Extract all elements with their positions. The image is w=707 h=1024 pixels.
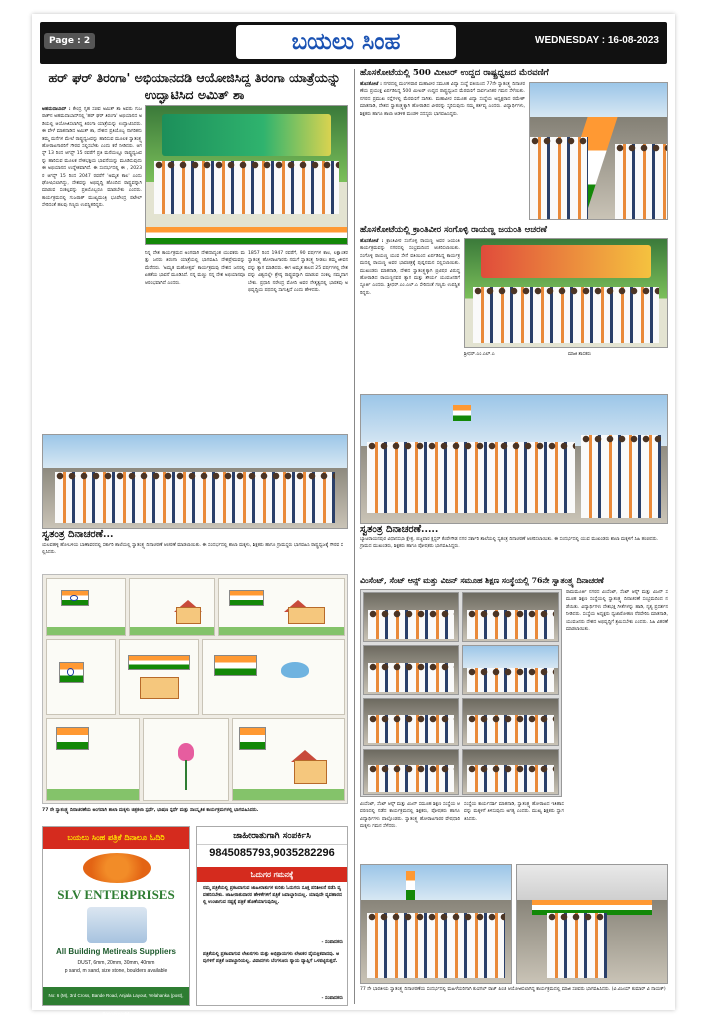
notice2-body: ಪತ್ರಿಕೆಯಲ್ಲಿ ಪ್ರಕಟವಾಗುವ ಲೇಖನಗಳು ಮತ್ತು ಅಭಿಪ್ರಾಯಗಳು ಲೇಖಕರ ವೈಯಕ್ತಿಕವಾದವು. ಅವುಗಳಿಗೆ ಪತ್ರಿಕೆ ಜವಾಬ್ದಾರಿಯಲ್ಲ. ವಿವಾದಗಳು ಬೆಂಗಳೂರು ನ್ಯಾಯ ವ್ಯಾಪ್ತಿಗೆ ಒಳಪಟ್ಟಿರುತ್ತದೆ. <box>203 952 340 965</box>
school-independence-photo <box>42 434 348 529</box>
masthead <box>40 22 667 64</box>
contact-ad <box>196 826 348 1006</box>
flag-rally-photo <box>529 82 668 220</box>
slv-tagline: All Building Metireals Suppliers <box>55 947 177 956</box>
drawing-flag <box>46 578 126 636</box>
notice-body: ನಮ್ಮ ಪತ್ರಿಕೆಯಲ್ಲಿ ಪ್ರಕಟವಾಗುವ ಜಾಹೀರಾತುಗಳ ಕುರಿತು ಓದುಗರು ಸೂಕ್ತ ಪರಿಶೀಲನೆ ನಡೆಸಿ ವ್ಯವಹರಿಸಬೇಕು. ಜಾಹೀರಾತುದಾರರ ಹೇಳಿಕೆಗಳಿಗೆ ಪತ್ರಿಕೆ ಜವಾಬ್ದಾರಿಯಲ್ಲ. ಯಾವುದೇ ವ್ಯವಹಾರದಲ್ಲಿ ಉಂಟಾಗುವ ನಷ್ಟಕ್ಕೆ ಪತ್ರಿಕೆ ಹೊಣೆಯಾಗುವುದಿಲ್ಲ. <box>203 886 342 906</box>
left-body-2: ಈ ಸಂದರ್ಭದಲ್ಲಿ ಈ , 2023 ರ ಆಗಸ್ಟ್ 15 ರಿಂದ 2047 ರವರೆಗೆ 'ಅಮೃತ ಕಾಲ' ಎಂದು ಘೋಷಿಸಲಾಗಿದ್ದು, ದೇಶವನ್ನು ಅಭಿವೃದ್ಧಿ ಹೊಂದಿದ ರಾಷ್ಟ್ರವನ್ನಾಗಿ ಮಾಡುವ ಸಂಕಲ್ಪವನ್ನು ಪ್ರತಿಯೊಬ್ಬರೂ ಮಾಡಬೇಕು ಎಂದರು. ಕಾರ್ಯಕ್ರಮದಲ್ಲಿ ಗುಜರಾತ್ ಮುಖ್ಯಮಂತ್ರಿ ಭೂಪೇಂದ್ರ ಪಟೇಲ್ ಸೇರಿದಂತೆ ಹಲವು ಗಣ್ಯರು ಉಪಸ್ಥಿತರಿದ್ದರು. <box>42 166 142 209</box>
drawing-scene <box>232 718 345 801</box>
drawing-house <box>218 578 345 636</box>
drawing-village <box>129 578 215 636</box>
left-section-body: ಯಲವಹಳ್ಳಿ ಹೋಬಳಿಯ ಬಾಣಾವರದಲ್ಲಿ ಸರ್ಕಾರಿ ಶಾಲೆಯಲ್ಲಿ ಸ್ವಾತಂತ್ರ್ಯ ದಿನಾಚರಣೆ ಆಚರಣೆ ಮಾಡಲಾಯಿತು. ಈ ಸಂದರ್ಭದಲ್ಲಿ ಶಾಲಾ ಮಕ್ಕಳು, ಶಿಕ್ಷಕರು ಹಾಗೂ ಗ್ರಾಮಸ್ಥರು ಭಾಗವಹಿಸಿ ರಾಷ್ಟ್ರಧ್ವಜಕ್ಕೆ ಗೌರವ ಸಲ್ಲಿಸಿದರು. <box>42 543 344 556</box>
school-flag-hoisting-photo <box>360 394 668 524</box>
drawing-monument <box>119 639 199 715</box>
right-bottom-caption: 77 ನೇ ಭಾರತೀಯ ಸ್ವಾತಂತ್ರ್ಯ ದಿನಾಚರಣೆಯ ಸಂದರ್ಭದಲ್ಲಿ ಮಹಿಳೆಯರಿಗಾಗಿ ಕುಣಿಗಲ್ ರಾಜ್ ಪಿಂಚಿ ಆಯೋಜಿಸಲಾಗಿದ್ದ ಕಾರ್ಯಕ್ರಮದಲ್ಲಿ ಮಾಜಿ ಸಚಿವರು ಭಾಗವಹಿಸಿದರು. (ವಿ.ವಿಜಯ್ ಕುಮಾರ್ ವಿ ನಾಯಕ್) <box>360 987 666 992</box>
page-number: Page : 2 <box>44 33 95 49</box>
vincent-school-collage <box>360 589 562 797</box>
amit-shah-stage-photo <box>145 105 348 245</box>
slv-address: No: 6 (M), 3rd Cross, Bande Road, Anjala Layout, Yelahanka (post), Bangalore-64 <box>43 987 189 1005</box>
right-bottom-headline: ವಿಂಸೆಂಟ್, ಸೆಂಟ್ ಆನ್ಸ್ ಮತ್ತು ವಿಜನ್ ಸಮೂಹ ಶಿಕ್ಷಣ ಸಂಸ್ಥೆಯಲ್ಲಿ 76ನೇ ಸ್ವಾತಂತ್ರ್ಯ ದಿನಾಚರಣೆ <box>360 576 604 585</box>
slv-ad-banner: ಬಯಲು ಸಿಂಹ ಪತ್ರಿಕೆ ದಿನಾಲೂ ಓದಿರಿ <box>43 827 189 849</box>
drawings-collage <box>42 574 348 804</box>
drawing-flower <box>143 718 229 801</box>
right-mid-body <box>360 238 460 390</box>
slv-ad <box>42 826 190 1016</box>
kunigal-photo-2 <box>516 864 668 984</box>
right-bottom-body-left: ವಿಂಸೆಂಟ್, ಸೆಂಟ್ ಆನ್ಸ್ ಮತ್ತು ವಿಜನ್ ಸಮೂಹ ಶಿಕ್ಷಣ ಸಂಸ್ಥೆಯ ಆವರಣದಲ್ಲಿ ನಡೆದ ಕಾರ್ಯಕ್ರಮದಲ್ಲಿ ಶಿಕ್ಷಕರು, ಪೋಷಕರು ಹಾಗೂ ವಿದ್ಯಾರ್ಥಿಗಳು ಪಾಲ್ಗೊಂಡರು. ಸ್ವಾತಂತ್ರ್ಯ ಹೋರಾಟಗಾರರ ವೇಷಧಾರಿ ಮಕ್ಕಳು ಗಮನ ಸೆಳೆದರು. <box>360 802 460 830</box>
contact-ad-title: ಜಾಹೀರಾತುಗಾಗಿ ಸಂಪರ್ಕಿಸಿ <box>197 827 347 845</box>
rayanna-event-photo <box>464 238 668 348</box>
truck-icon <box>87 907 147 943</box>
right-mid-dateline: ಹೊಸಕೋಟೆ : <box>360 239 384 244</box>
drawing-flag-3 <box>46 718 140 801</box>
slv-company-name: SLV ENTERPRISES <box>57 887 175 902</box>
notice-sign: - ಸಂಪಾದಕರು <box>321 940 343 945</box>
drawings-caption: 77 ನೇ ಸ್ವಾತಂತ್ರ್ಯ ದಿನಾಚರಣೆಯ ಅಂಗವಾಗಿ ಶಾಲಾ ಮಕ್ಕಳು ಚಿತ್ರಕಲಾ ಸ್ಪರ್ಧೆ, ಭಾಷಣ ಸ್ಪರ್ಧೆ ಮತ್ತು ಸಾಂಸ್ಕೃತಿಕ ಕಾರ್ಯಕ್ರಮಗಳಲ್ಲಿ ಭಾಗವಹಿಸಿದರು. <box>42 808 259 813</box>
rayanna-caption-left: ಶ್ರೀಧರ್.ಎಂ.ಎಲ್.ಎ <box>464 352 495 357</box>
left-headline: ಹರ್ ಘರ್ ತಿರಂಗಾ' ಅಭಿಯಾನದಡಿ ಆಯೋಜಿಸಿದ್ದ ತಿರಂಗಾ ಯಾತ್ರೆಯನ್ನು ಉದ್ಘಾಟಿಸಿದ ಅಮಿತ್ ಶಾ <box>48 70 341 102</box>
notice2-sign: - ಸಂಪಾದಕರು <box>321 996 343 1001</box>
drawing-flag-2 <box>46 639 116 715</box>
slv-items: DUST, 6mm, 20mm, 30mm, 40mm <box>77 960 155 966</box>
left-body-1: ಕೇಂದ್ರ ಗೃಹ ಸಚಿವ ಅಮಿತ್ ಶಾ ಅವರು ಗುಜರಾತ್‌ನ ಅಹಮದಾಬಾದ್‌ನಲ್ಲಿ 'ಹರ್ ಘರ್ ತಿರಂಗಾ' ಅಭಿಯಾನದ ಅಡಿಯಲ್ಲಿ ಆಯೋಜಿಸಲಾಗಿದ್ದ ತಿರಂಗಾ ಯಾತ್ರೆಯನ್ನು ಉದ್ಘಾಟಿಸಿದರು. ಈ ವೇಳೆ ಮಾತನಾಡಿದ ಅಮಿತ್ ಶಾ, ದೇಶದ ಪ್ರತಿಯೊಬ್ಬ ನಾಗರಿಕನು ತಮ್ಮ ಮನೆಗಳ ಮೇಲೆ ರಾಷ್ಟ್ರಧ್ವಜವನ್ನು ಹಾರಿಸುವ ಮೂಲಕ ಸ್ವಾತಂತ್ರ್ಯ ಹೋರಾಟಗಾರರಿಗೆ ಗೌರವ ಸಲ್ಲಿಸಬೇಕು ಎಂದು ಕರೆ ನೀಡಿದರು. ಆಗಸ್ಟ್ 13 ರಿಂದ ಆಗಸ್ಟ್ 15 ರವರೆಗೆ ಪ್ರತಿ ಮನೆಯಲ್ಲೂ ರಾಷ್ಟ್ರಧ್ವಜವನ್ನು ಹಾರಿಸುವ ಮೂಲಕ ದೇಶಭಕ್ತಿಯ ಭಾವನೆಯನ್ನು ಮೂಡಿಸುವುದು ಈ ಅಭಿಯಾನದ ಉದ್ದೇಶವಾಗಿದೆ. <box>42 107 143 172</box>
right-top-dateline: ಹೊಸಕೋಟೆ : <box>360 82 382 87</box>
drawing-globe <box>202 639 345 715</box>
left-story-col2 <box>145 250 245 446</box>
right-bottom-body-right: ರಾಮಮೂರ್ತಿ ನಗರದ ವಿಂಸೆಂಟ್, ಸೆಂಟ್ ಆನ್ಸ್ ಮತ್ತು ವಿಜನ್ ಸಮೂಹ ಶಿಕ್ಷಣ ಸಂಸ್ಥೆಯಲ್ಲಿ ಸ್ವಾತಂತ್ರ್ಯ ದಿನಾಚರಣೆ ಸಂಭ್ರಮದಿಂದ ನಡೆಯಿತು. ವಿದ್ಯಾರ್ಥಿಗಳು ದೇಶಭಕ್ತಿ ಗೀತೆಗಳನ್ನು ಹಾಡಿ, ನೃತ್ಯ ಪ್ರದರ್ಶನ ನೀಡಿದರು. ಸಂಸ್ಥೆಯ ಅಧ್ಯಕ್ಷರು ಧ್ವಜಾರೋಹಣ ನೆರವೇರಿಸಿ ಮಾತನಾಡಿ, ಯುವಜನರು ದೇಶದ ಅಭಿವೃದ್ಧಿಗೆ ಶ್ರಮಿಸಬೇಕು ಎಂದರು. ಸಿಹಿ ವಿತರಣೆ ಮಾಡಲಾಯಿತು. <box>566 590 668 633</box>
newspaper-title: ಬಯಲು ಸಿಂಹ <box>236 25 456 59</box>
issue-date: WEDNESDAY : 16-08-2023 <box>535 35 659 46</box>
left-body-mid: ನಿನ್ನ ದೇಶ ಕಾರ್ಯಕ್ರಮದ ಅಂಗವಾಗಿ ದೇಶದಾದ್ಯಂತ ಯುವಕರು ಮತ್ತು ಜನರು ತಿರಂಗಾ ಯಾತ್ರೆಯಲ್ಲಿ ಭಾಗವಹಿಸಿ ದೇಶಪ್ರೇಮವನ್ನು ಮೆರೆದರು. 'ಅಮೃತ ಮಹೋತ್ಸವ' ಕಾರ್ಯಕ್ರಮವು ದೇಶದ ಜನರಲ್ಲಿ ಏಕತೆಯ ಭಾವನೆ ಮೂಡಿಸಿದೆ. ನನ್ನ ಮಣ್ಣು ನನ್ನ ದೇಶ ಅಭಿಯಾನವೂ ಆರಂಭವಾಗಿದೆ ಎಂದರು. <box>145 251 245 286</box>
right-bottom-body-mid: ಸಂಸ್ಥೆಯ ಕಾರ್ಯದರ್ಶಿ ಮಾತನಾಡಿ, ಸ್ವಾತಂತ್ರ್ಯ ಹೋರಾಟದ ಇತಿಹಾಸವನ್ನು ಮಕ್ಕಳಿಗೆ ತಿಳಿಸುವುದು ಅಗತ್ಯ ಎಂದರು. ಮುಖ್ಯ ಶಿಕ್ಷಕರು ಸ್ವಾಗತಿಸಿದರು. <box>464 802 564 822</box>
left-section-caption: ಸ್ವತಂತ್ರ ದಿನಾಚರಣೆ... <box>42 529 114 540</box>
right-section-caption: ಸ್ವತಂತ್ರ ದಿನಾಚರಣೆ..... <box>360 524 439 535</box>
notice-title: ಓದುಗರ ಗಮನಕ್ಕೆ <box>197 867 347 882</box>
slv-items-2: p sand, m sand, size stone, boulders available <box>64 968 168 974</box>
right-section-body: ಬ್ಯಾಟರಾಯನಪುರ ವಿಧಾನಸಭಾ ಕ್ಷೇತ್ರ, ಬಿಜ್ಜವಾರ ಕ್ಲಸ್ಟರ್ ಕೆಂಪೇಗೌಡ ನಗರ ಸರ್ಕಾರಿ ಶಾಲೆಯಲ್ಲಿ ಸ್ವತಂತ್ರ ದಿನಾಚರಣೆ ಆಚರಿಸಲಾಯಿತು. ಈ ಸಂದರ್ಭದಲ್ಲಿ ಯುವ ಮುಖಂಡರು ಶಾಲಾ ಮಕ್ಕಳಿಗೆ ಸಿಹಿ ಹಂಚಿದರು. ಗ್ರಾಮದ ಮುಖಂಡರು, ಶಿಕ್ಷಕರು ಹಾಗೂ ಪೋಷಕರು ಭಾಗವಹಿಸಿದ್ದರು. <box>360 537 659 550</box>
left-story-col3 <box>248 250 348 446</box>
right-top-text: ನಗರದಲ್ಲಿ ಮಂಗಳವಾರ ಮಹಾವೀರ ಸಮೂಹ ವಿದ್ಯಾ ಸಂಸ್ಥೆ ವತಿಯಿಂದ 77ನೇ ಸ್ವಾತಂತ್ರ್ಯ ದಿನಾಚರಣೆಯ ಪ್ರಯುಕ್ತ ಏರ್ಪಡಿಸಿದ್ದ 500 ಮೀಟರ್ ಉದ್ದದ ರಾಷ್ಟ್ರಧ್ವಜದ ಮೆರವಣಿಗೆ ಸಾರ್ವಜನಿಕರ ಗಮನ ಸೆಳೆಯಿತು. ನಗರದ ಪ್ರಮುಖ ರಸ್ತೆಗಳಲ್ಲಿ ಮೆರವಣಿಗೆ ಸಾಗಿತು. ಮಹಾವೀರ ಸಮೂಹ ವಿದ್ಯಾ ಸಂಸ್ಥೆಯ ಅಧ್ಯಕ್ಷರಾದ ರಮೇಶ್ ಮಾತನಾಡಿ, ದೇಶದ ಸ್ವಾತಂತ್ರ್ಯಕ್ಕಾಗಿ ಹೋರಾಡಿದ ವೀರರನ್ನು ಸ್ಮರಿಸುವುದು ನಮ್ಮ ಕರ್ತವ್ಯ ಎಂದರು. ವಿದ್ಯಾರ್ಥಿಗಳು, ಶಿಕ್ಷಕರು ಹಾಗೂ ಶಾಲಾ ಆಡಳಿತ ಮಂಡಳಿ ಸದಸ್ಯರು ಭಾಗವಹಿಸಿದ್ದರು. <box>360 82 525 117</box>
column-divider <box>354 69 355 1004</box>
right-mid-headline: ಹೊಸಕೋಟೆಯಲ್ಲಿ ಕ್ರಾಂತಿವೀರ ಸಂಗೊಳ್ಳಿ ರಾಯಣ್ಣ ಜಯಂತಿ ಆಚರಣೆ <box>360 225 547 235</box>
kunigal-photo-1 <box>360 864 512 984</box>
left-body-3: 1857 ರಿಂದ 1947 ರವರೆಗೆ, 90 ವರ್ಷಗಳ ಕಾಲ, ಲಕ್ಷಾಂತರ ಸ್ವಾತಂತ್ರ್ಯ ಹೋರಾಟಗಾರರು ನಮಗೆ ಸ್ವಾತಂತ್ರ್ಯ ನೀಡಲು ತಮ್ಮ ಜೀವನವನ್ನು ತ್ಯಾಗ ಮಾಡಿದರು. ಈಗ ಅಮೃತ ಕಾಲದ 25 ವರ್ಷಗಳಲ್ಲಿ ದೇಶವನ್ನು ವಿಶ್ವದಲ್ಲೇ ಶ್ರೇಷ್ಠ ರಾಷ್ಟ್ರವನ್ನಾಗಿ ಮಾಡುವ ಸಂಕಲ್ಪ ನಮ್ಮದಾಗಬೇಕು. ಪ್ರಧಾನಿ ನರೇಂದ್ರ ಮೋದಿ ಅವರ ನೇತೃತ್ವದಲ್ಲಿ ಭಾರತವು ಅಭಿವೃದ್ಧಿಯ ಪಥದಲ್ಲಿ ಸಾಗುತ್ತಿದೆ ಎಂದು ಹೇಳಿದರು. <box>248 251 348 294</box>
right-top-body <box>360 81 525 221</box>
right-top-headline: ಹೊಸಕೋಟೆಯಲ್ಲಿ 500 ಮೀಟರ್ ಉದ್ದದ ರಾಷ್ಟ್ರಧ್ವಜದ ಮೆರವಣಿಗೆ <box>360 68 549 78</box>
contact-phone: 9845085793,9035282296 <box>209 847 335 859</box>
left-dateline: ಅಹಮದಾಬಾದ್ : <box>42 107 71 112</box>
newspaper-page <box>32 14 675 1016</box>
right-mid-text: ಕ್ರಾಂತಿವೀರ ಸಂಗೊಳ್ಳಿ ರಾಯಣ್ಣ ಅವರ ಜಯಂತಿ ಕಾರ್ಯಕ್ರಮವನ್ನು ನಗರದಲ್ಲಿ ಸಂಭ್ರಮದಿಂದ ಆಚರಿಸಲಾಯಿತು. ಸಂಗೊಳ್ಳಿ ರಾಯಣ್ಣ ಯುವ ಸೇನೆ ವತಿಯಿಂದ ಏರ್ಪಡಿಸಿದ್ದ ಕಾರ್ಯಕ್ರಮದಲ್ಲಿ ರಾಯಣ್ಣ ಅವರ ಭಾವಚಿತ್ರಕ್ಕೆ ಪುಷ್ಪನಮನ ಸಲ್ಲಿಸಲಾಯಿತು. ಮುಖಂಡರು ಮಾತನಾಡಿ, ದೇಶದ ಸ್ವಾತಂತ್ರ್ಯಕ್ಕಾಗಿ ಬ್ರಿಟಿಷರ ವಿರುದ್ಧ ಹೋರಾಡಿದ ರಾಯಣ್ಣನವರ ತ್ಯಾಗ ಮತ್ತು ಶೌರ್ಯ ಯುವಜನರಿಗೆ ಸ್ಫೂರ್ತಿ ಎಂದರು. ಶ್ರೀಧರ್.ಎಂ.ಎಲ್.ಎ ಸೇರಿದಂತೆ ಗಣ್ಯರು ಉಪಸ್ಥಿತರಿದ್ದರು. <box>360 239 460 296</box>
rayanna-caption-right: ಮಾಜಿ ಶಾಸಕರು <box>568 352 592 357</box>
om-logo-icon <box>83 853 151 883</box>
